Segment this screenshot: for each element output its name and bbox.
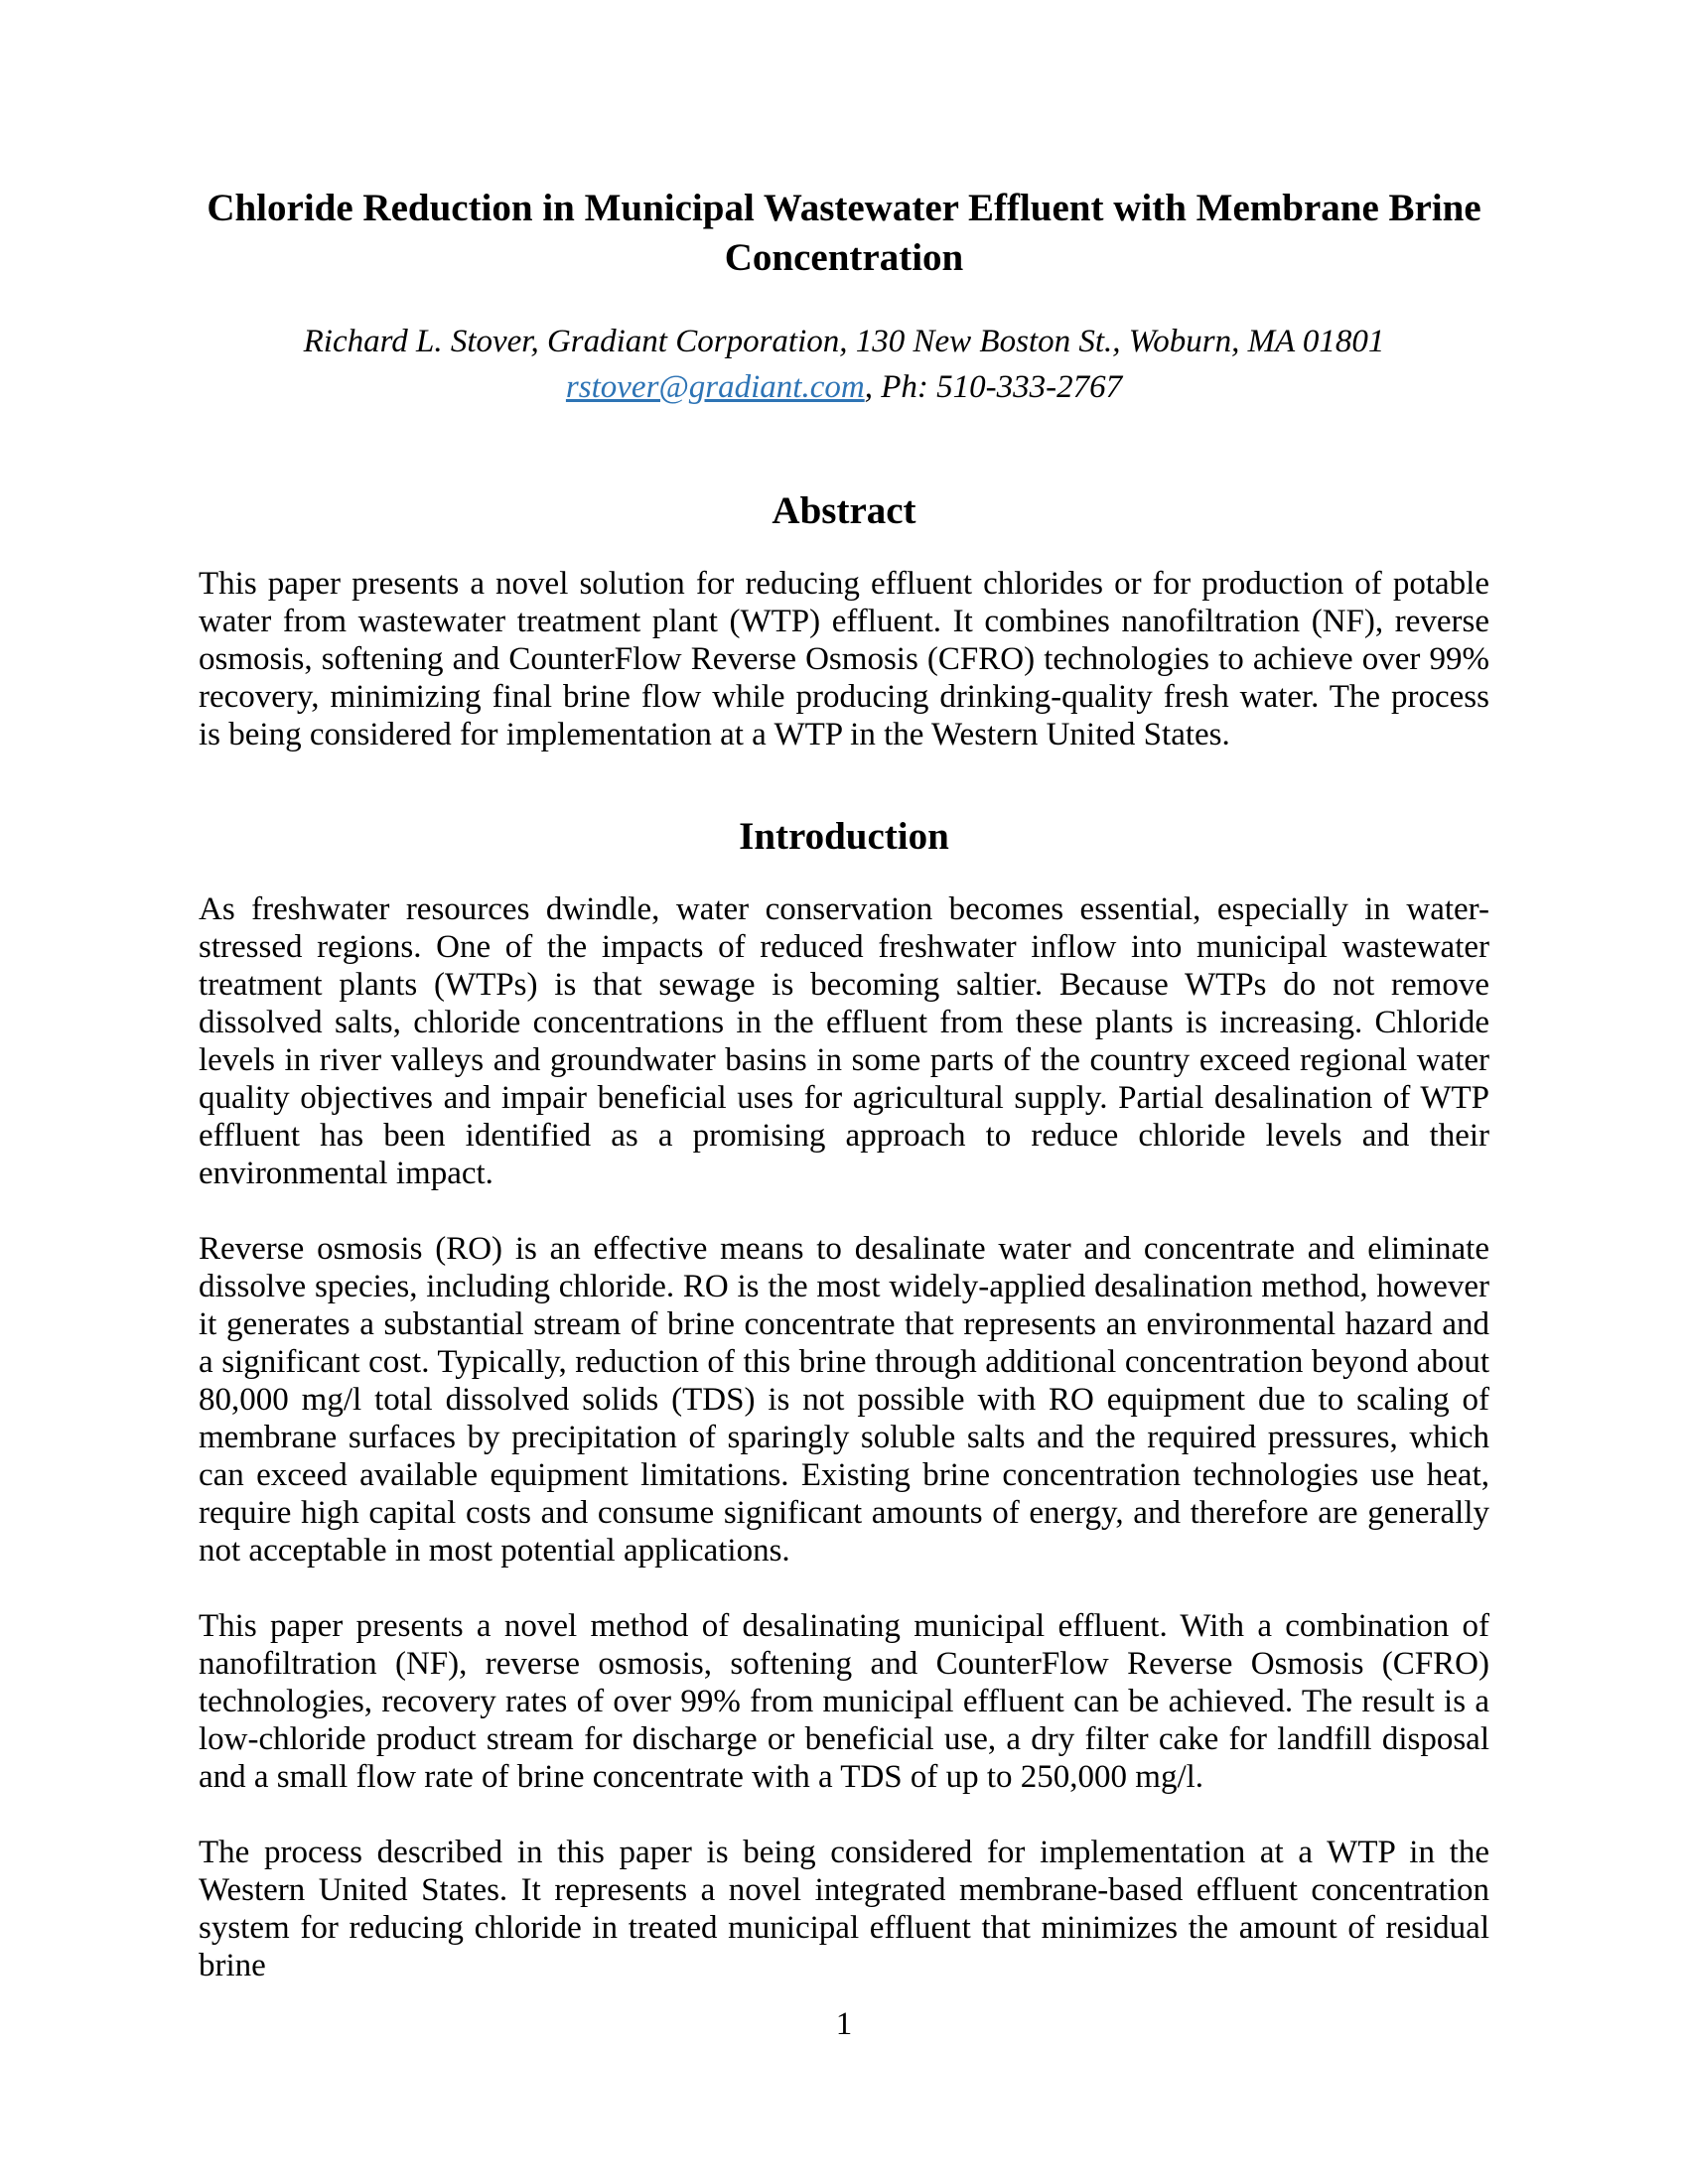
author-line: Richard L. Stover, Gradiant Corporation, 130 New Boston St., Woburn, MA 01801 [303, 324, 1385, 359]
introduction-paragraph-3: This paper presents a novel method of desalinating municipal effluent. With a combination of nanofiltration (NF), reverse osmosis, softening and CounterFlow Reverse Osmosis (CFRO) technologies, recovery rates of over 99% from municipal effluent can be achieved. The result is a low-chloride product stream for discharge or beneficial use, a dry filter cake for landfill disposal and a small flow rate of brine concentrate with a TDS of up to 250,000 mg/l. [199, 1608, 1489, 1795]
section-heading-abstract: Abstract [772, 489, 916, 532]
page-number: 1 [835, 2006, 853, 2042]
email-link[interactable]: rstover@gradiant.com [565, 369, 865, 405]
paper-title: Chloride Reduction in Municipal Wastewater Effluent with Membrane Brine Concentration [207, 187, 1481, 279]
contact-line [199, 364, 1489, 410]
introduction-paragraph-1: As freshwater resources dwindle, water conservation becomes essential, especially in water-stressed regions. One of the impacts of reduced freshwater inflow into municipal wastewater treatment plants (WTPs) is that sewage is becoming saltier. Because WTPs do not remove dissolved salts, chloride concentrations in the effluent from these plants is increasing. Chloride levels in river valleys and groundwater basins in some parts of the country exceed regional water quality objectives and impair beneficial uses for agricultural supply. Partial desalination of WTP effluent has been identified as a promising approach to reduce chloride levels and their environmental impact. [199, 891, 1489, 1191]
phone-text: , Ph: 510-333-2767 [864, 369, 1123, 405]
introduction-paragraph-2: Reverse osmosis (RO) is an effective means to desalinate water and concentrate and eliminate dissolve species, including chloride. RO is the most widely-applied desalination method, however it generates a substantial stream of brine concentrate that represents an environmental hazard and a significant cost. Typically, reduction of this brine through additional concentration beyond about 80,000 mg/l total dissolved solids (TDS) is not possible with RO equipment due to scaling of membrane surfaces by precipitation of sparingly soluble salts and the required pressures, which can exceed available equipment limitations. Existing brine concentration technologies use heat, require high capital costs and consume significant amounts of energy, and therefore are generally not acceptable in most potential applications. [199, 1231, 1489, 1569]
introduction-paragraph-4: The process described in this paper is being considered for implementation at a WTP in the Western United States. It represents a novel integrated membrane-based effluent concentration system for reducing chloride in treated municipal effluent that minimizes the amount of residual brine [199, 1835, 1489, 1983]
section-heading-introduction: Introduction [739, 815, 949, 858]
abstract-paragraph: This paper presents a novel solution for reducing effluent chlorides or for production of potable water from wastewater treatment plant (WTP) effluent. It combines nanofiltration (NF), reverse osmosis, softening and CounterFlow Reverse Osmosis (CFRO) technologies to achieve over 99% recovery, minimizing final brine flow while producing drinking-quality fresh water. The process is being considered for implementation at a WTP in the Western United States. [199, 566, 1489, 752]
